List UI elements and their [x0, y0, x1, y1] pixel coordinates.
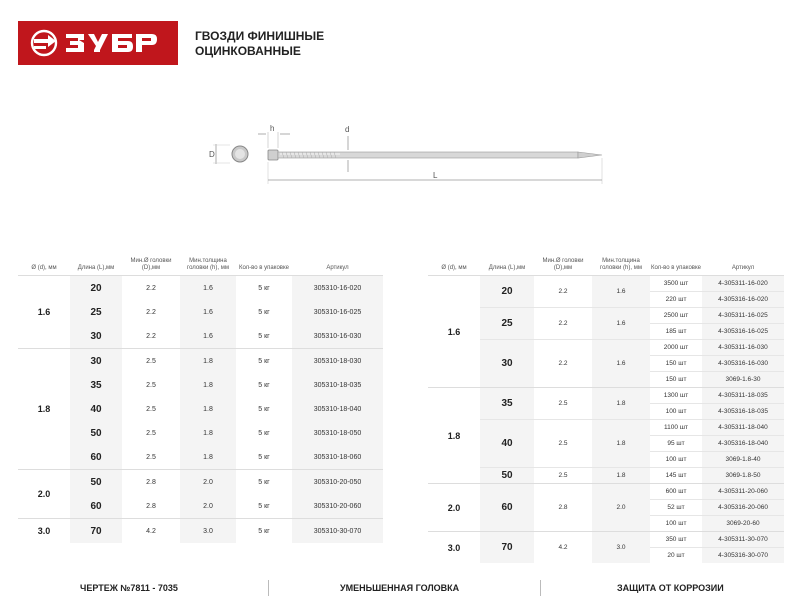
cell-article: 4-305316-20-060 [702, 500, 784, 516]
table-row [428, 308, 784, 324]
cell-article: 4-305316-18-035 [702, 404, 784, 420]
cell-head-thickness: 1.8 [180, 349, 236, 374]
table-row [18, 349, 383, 374]
table-row [428, 484, 784, 500]
header-article: Артикул [326, 265, 349, 271]
product-title-line2: ОЦИНКОВАННЫЕ [195, 44, 301, 58]
header-head-diameter: Мин.Ø головки (D),мм [130, 258, 172, 271]
cell-quantity: 5 кг [236, 276, 292, 301]
cell-head-diameter: 4.2 [534, 532, 592, 564]
cell-length: 30 [70, 349, 122, 374]
cell-head-thickness: 1.6 [180, 324, 236, 349]
cell-quantity: 145 шт [650, 468, 702, 484]
cell-quantity: 5 кг [236, 470, 292, 495]
spec-table-pieces [428, 258, 784, 563]
cell-head-thickness: 1.8 [180, 421, 236, 445]
cell-article: 305310-18-050 [292, 421, 383, 445]
cell-head-diameter: 2.5 [146, 381, 156, 389]
cell-quantity: 100 шт [650, 452, 702, 468]
cell-article: 4-305311-30-070 [702, 532, 784, 548]
cell-head-diameter: 2.2 [146, 308, 156, 316]
cell-length: 25 [70, 300, 122, 324]
cell-quantity: 5 кг [258, 381, 270, 389]
cell-length: 25 [480, 308, 534, 340]
brand-logo [18, 21, 178, 65]
cell-diameter: 2.0 [18, 470, 70, 519]
cell-article: 4-305311-18-040 [702, 420, 784, 436]
cell-length: 70 [70, 519, 122, 544]
cell-article: 3069-20-60 [702, 516, 784, 532]
table-row [18, 470, 383, 495]
cell-head-thickness: 1.8 [592, 468, 650, 484]
cell-head-thickness: 1.6 [592, 340, 650, 388]
table-row [428, 388, 784, 404]
cell-article: 4-305311-16-020 [702, 276, 784, 292]
header-quantity: Кол-во в упаковке [238, 265, 289, 271]
cell-quantity: 100 шт [650, 516, 702, 532]
cell-article: 4-305316-18-040 [702, 436, 784, 452]
cell-article: 3069-1.8-40 [702, 452, 784, 468]
table-row [428, 468, 784, 484]
cell-length: 40 [480, 420, 534, 468]
cell-head-diameter: 2.8 [122, 470, 180, 495]
cell-length: 35 [70, 373, 122, 397]
header-diameter: Ø (d), мм [31, 265, 57, 271]
footer-separator [268, 580, 269, 596]
cell-quantity: 5 кг [258, 308, 270, 316]
label-L: L [433, 171, 438, 180]
cell-length: 20 [480, 276, 534, 308]
cell-quantity: 600 шт [650, 484, 702, 500]
cell-head-diameter: 2.2 [534, 308, 592, 340]
cell-head-diameter: 2.8 [146, 502, 156, 510]
cell-length: 60 [70, 445, 122, 470]
cell-length: 50 [480, 468, 534, 484]
cell-length: 35 [480, 388, 534, 420]
cell-diameter: 2.0 [428, 484, 480, 532]
cell-head-diameter: 2.2 [122, 276, 180, 301]
cell-article: 305310-30-070 [292, 519, 383, 544]
header-diameter: Ø (d), мм [441, 265, 467, 271]
cell-article: 305310-16-030 [292, 324, 383, 349]
header-head-thickness: Мин.толщина головки (h), мм [187, 258, 229, 271]
cell-quantity: 5 кг [258, 453, 270, 461]
cell-diameter: 1.6 [428, 276, 480, 388]
cell-article: 305310-18-030 [292, 349, 383, 374]
cell-quantity: 5 кг [258, 405, 270, 413]
cell-head-thickness: 2.0 [180, 470, 236, 495]
label-d: d [345, 125, 350, 134]
cell-head-diameter: 2.5 [122, 349, 180, 374]
table-row [428, 340, 784, 356]
table-row [18, 397, 383, 421]
cell-quantity: 150 шт [650, 356, 702, 372]
table-row [18, 519, 383, 544]
cell-head-diameter: 2.5 [146, 429, 156, 437]
cell-head-thickness: 1.8 [180, 445, 236, 470]
cell-article: 4-305311-16-030 [702, 340, 784, 356]
table-row [18, 324, 383, 349]
cell-quantity: 5 кг [258, 429, 270, 437]
cell-quantity: 185 шт [650, 324, 702, 340]
cell-head-diameter: 2.5 [534, 420, 592, 468]
cell-head-thickness: 2.0 [592, 484, 650, 532]
nail-diagram [200, 112, 620, 202]
cell-head-thickness: 1.8 [180, 397, 236, 421]
table-row [428, 532, 784, 548]
product-title-line1: ГВОЗДИ ФИНИШНЫЕ [195, 29, 325, 43]
cell-head-thickness: 1.6 [592, 308, 650, 340]
cell-length: 40 [70, 397, 122, 421]
cell-article: 305310-16-020 [292, 276, 383, 301]
cell-quantity: 5 кг [236, 349, 292, 374]
table-row [428, 420, 784, 436]
cell-length: 30 [70, 324, 122, 349]
cell-article: 4-305311-16-025 [702, 308, 784, 324]
cell-head-diameter: 2.2 [534, 340, 592, 388]
cell-head-thickness: 1.8 [180, 373, 236, 397]
footer-corrosion: ЗАЩИТА ОТ КОРРОЗИИ [617, 583, 724, 593]
cell-quantity: 95 шт [650, 436, 702, 452]
cell-head-diameter: 4.2 [122, 519, 180, 544]
cell-article: 3069-1.8-50 [702, 468, 784, 484]
header-length: Длина (L),мм [488, 265, 526, 271]
footer-reduced-head: УМЕНЬШЕННАЯ ГОЛОВКА [340, 583, 460, 593]
table-row [18, 421, 383, 445]
cell-quantity: 1300 шт [650, 388, 702, 404]
footer-bar [0, 576, 800, 600]
cell-head-diameter: 2.5 [534, 468, 592, 484]
cell-diameter: 3.0 [18, 519, 70, 544]
cell-head-diameter: 2.2 [146, 332, 156, 340]
cell-quantity: 5 кг [258, 332, 270, 340]
brand-logo-mark [18, 21, 178, 65]
cell-quantity: 5 кг [236, 519, 292, 544]
table-row [18, 276, 383, 301]
cell-head-thickness: 1.8 [592, 388, 650, 420]
cell-article: 305310-16-025 [292, 300, 383, 324]
header-article: Артикул [731, 265, 755, 271]
cell-article: 305310-18-040 [292, 397, 383, 421]
cell-head-diameter: 2.5 [146, 405, 156, 413]
cell-length: 60 [480, 484, 534, 532]
cell-diameter: 3.0 [428, 532, 480, 564]
cell-article: 4-305316-16-030 [702, 356, 784, 372]
cell-diameter: 1.8 [428, 388, 480, 484]
spec-table-weight [18, 258, 383, 543]
table-header-row [428, 258, 784, 276]
cell-quantity: 1100 шт [650, 420, 702, 436]
cell-quantity: 5 кг [258, 502, 270, 510]
cell-article: 4-305311-18-035 [702, 388, 784, 404]
cell-head-thickness: 3.0 [180, 519, 236, 544]
cell-quantity: 52 шт [650, 500, 702, 516]
cell-head-diameter: 2.2 [534, 276, 592, 308]
cell-quantity: 100 шт [650, 404, 702, 420]
cell-length: 60 [70, 494, 122, 519]
table-row [18, 445, 383, 470]
cell-length: 30 [480, 340, 534, 388]
cell-quantity: 3500 шт [650, 276, 702, 292]
cell-head-thickness: 1.6 [180, 276, 236, 301]
cell-quantity: 2000 шт [650, 340, 702, 356]
cell-article: 4-305311-20-060 [702, 484, 784, 500]
cell-quantity: 20 шт [650, 548, 702, 564]
cell-article: 305310-18-060 [292, 445, 383, 470]
table-header-row [18, 258, 383, 276]
cell-length: 50 [70, 421, 122, 445]
cell-head-diameter: 2.8 [534, 484, 592, 532]
footer-drawing-number: ЧЕРТЕЖ №7811 - 7035 [80, 583, 178, 593]
cell-article: 305310-18-035 [292, 373, 383, 397]
product-title [195, 29, 324, 59]
nail-drawing [200, 112, 620, 202]
cell-length: 50 [70, 470, 122, 495]
cell-head-thickness: 1.8 [592, 420, 650, 468]
header-quantity: Кол-во в упаковке [650, 265, 701, 271]
table-row [18, 494, 383, 519]
cell-head-thickness: 2.0 [180, 494, 236, 519]
cell-article: 4-305316-30-070 [702, 548, 784, 564]
cell-head-thickness: 3.0 [592, 532, 650, 564]
header-head-diameter: Мин.Ø головки (D),мм [542, 258, 584, 271]
label-D: D [209, 150, 215, 159]
cell-length: 20 [70, 276, 122, 301]
cell-article: 305310-20-050 [292, 470, 383, 495]
cell-quantity: 220 шт [650, 292, 702, 308]
cell-head-thickness: 1.6 [592, 276, 650, 308]
cell-head-thickness: 1.6 [180, 300, 236, 324]
cell-article: 305310-20-060 [292, 494, 383, 519]
table-row [428, 276, 784, 292]
cell-quantity: 2500 шт [650, 308, 702, 324]
table-row [18, 373, 383, 397]
cell-article: 3069-1.6-30 [702, 372, 784, 388]
cell-quantity: 150 шт [650, 372, 702, 388]
footer-separator [540, 580, 541, 596]
cell-article: 4-305316-16-025 [702, 324, 784, 340]
cell-article: 4-305316-16-020 [702, 292, 784, 308]
label-h: h [270, 124, 275, 133]
cell-head-diameter: 2.5 [146, 453, 156, 461]
table-row [18, 300, 383, 324]
cell-diameter: 1.8 [18, 349, 70, 470]
cell-length: 70 [480, 532, 534, 564]
header-length: Длина (L),мм [77, 265, 115, 271]
header-head-thickness: Мин.толщина головки (h), мм [600, 258, 642, 271]
cell-diameter: 1.6 [18, 276, 70, 349]
cell-quantity: 350 шт [650, 532, 702, 548]
cell-head-diameter: 2.5 [534, 388, 592, 420]
